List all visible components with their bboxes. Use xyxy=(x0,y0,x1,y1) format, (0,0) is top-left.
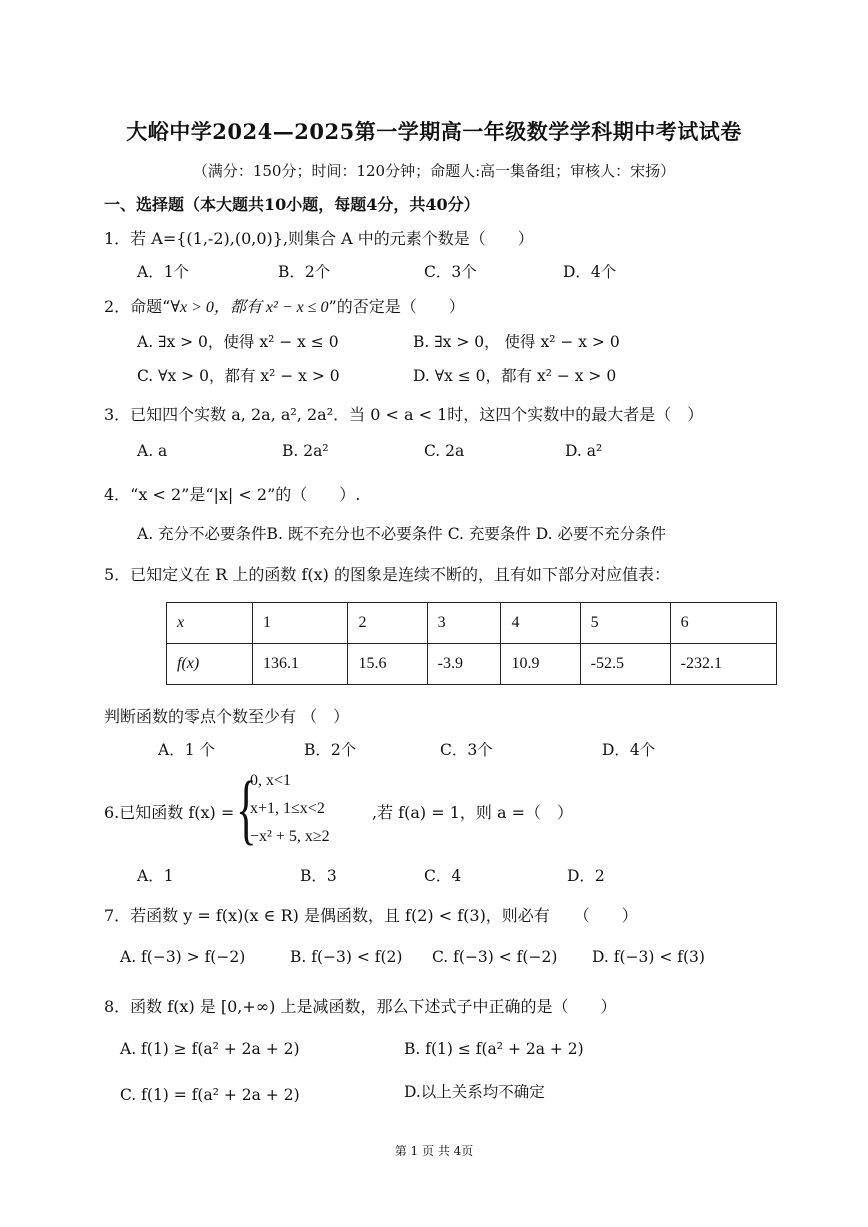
q2-option-d: D. ∀x ≤ 0，都有 x² − x > 0 xyxy=(413,367,617,385)
q6-option-c: C．4 xyxy=(424,867,462,885)
q5-option-d: D．4个 xyxy=(602,741,656,759)
q6-case-1: 0, x<1 xyxy=(250,772,292,789)
q2-stem-post: ”的否定是（ ） xyxy=(328,297,465,316)
table-cell: f(x) xyxy=(167,644,253,685)
table-cell: -3.9 xyxy=(427,644,501,685)
table-row xyxy=(167,644,777,685)
q3-option-b: B. 2a² xyxy=(282,442,329,460)
q5-option-a: A．1 个 xyxy=(158,741,215,759)
q6-option-a: A．1 xyxy=(137,867,174,885)
q4-options: A. 充分不必要条件B. 既不充分也不必要条件 C. 充要条件 D. 必要不充分条件 xyxy=(137,525,667,543)
q6-case-3: −x² + 5, x≥2 xyxy=(250,828,330,845)
q4-stem: 4．“x < 2”是“|x| < 2”的（ ）. xyxy=(104,485,361,504)
table-cell: 15.6 xyxy=(348,644,427,685)
q8-option-d: D.以上关系均不确定 xyxy=(404,1083,545,1101)
exam-subtitle: （满分：150分；时间：120分钟；命题人:高一集备组；审核人：宋扬） xyxy=(192,162,676,180)
q2-option-c: C. ∀x > 0，都有 x² − x > 0 xyxy=(137,367,340,385)
q1-stem: 1．若 A={(1,-2),(0,0)},则集合 A 中的元素个数是（ ） xyxy=(104,229,534,248)
q5-follow: 判断函数的零点个数至少有 （ ） xyxy=(104,707,350,726)
q1-option-c: C．3个 xyxy=(424,263,477,281)
q8-option-a: A. f(1) ≥ f(a² + 2a + 2) xyxy=(120,1040,300,1058)
q3-option-d: D. a² xyxy=(565,442,603,460)
q6-prefix: 6.已知函数 f(x) = xyxy=(104,803,235,822)
table-cell: 1 xyxy=(253,603,348,644)
q1-option-a: A．1个 xyxy=(137,263,190,281)
q2-option-a: A. ∃x > 0，使得 x² − x ≤ 0 xyxy=(137,333,339,351)
q5-option-c: C．3个 xyxy=(440,741,493,759)
table-cell: x xyxy=(167,603,253,644)
q6-option-d: D．2 xyxy=(567,867,605,885)
q8-stem: 8．函数 f(x) 是 [0,+∞) 上是减函数，那么下述式子中正确的是（ ） xyxy=(104,997,617,1016)
table-cell: 2 xyxy=(348,603,427,644)
q2-stem-pre: 2．命题“ xyxy=(104,297,171,316)
q7-option-c: C. f(−3) < f(−2) xyxy=(432,948,558,966)
q1-option-b: B．2个 xyxy=(278,263,331,281)
q7-stem: 7．若函数 y = f(x)(x ∈ R) 是偶函数，且 f(2) < f(3)，则必有 （ ） xyxy=(104,906,638,925)
section-heading: 一、选择题（本大题共10小题，每题4分，共40分） xyxy=(104,195,480,214)
q8-option-b: B. f(1) ≤ f(a² + 2a + 2) xyxy=(404,1040,584,1058)
table-cell: 136.1 xyxy=(253,644,348,685)
q7-option-b: B. f(−3) < f(2) xyxy=(290,948,403,966)
table-cell: -52.5 xyxy=(580,644,670,685)
table-cell: 5 xyxy=(580,603,670,644)
q7-option-a: A. f(−3) > f(−2) xyxy=(120,948,246,966)
q3-stem: 3．已知四个实数 a, 2a, a², 2a²．当 0 < a < 1时，这四个实数中的最大者是（ ） xyxy=(104,405,704,424)
page-footer: 第 1 页 共 4页 xyxy=(394,1144,474,1158)
q5-stem: 5．已知定义在 R 上的函数 f(x) 的图象是连续不断的，且有如下部分对应值表： xyxy=(104,565,671,584)
q1-option-d: D．4个 xyxy=(563,263,617,281)
table-cell: 6 xyxy=(670,603,776,644)
table-cell: -232.1 xyxy=(670,644,776,685)
q6-case-2: x+1, 1≤x<2 xyxy=(250,800,325,817)
q6-suffix: ,若 f(a) = 1，则 a =（ ） xyxy=(372,803,573,822)
value-table xyxy=(166,602,777,685)
q8-option-c: C. f(1) = f(a² + 2a + 2) xyxy=(120,1086,300,1104)
q5-option-b: B．2个 xyxy=(304,741,357,759)
piecewise-brace-icon: { xyxy=(236,765,257,852)
q3-option-c: C. 2a xyxy=(424,442,465,460)
q3-option-a: A. a xyxy=(137,442,168,460)
table-cell: 3 xyxy=(427,603,501,644)
q2-stem-math: ∀x > 0，都有 x² − x ≤ 0 xyxy=(170,299,329,316)
q2-option-b: B. ∃x > 0， 使得 x² − x > 0 xyxy=(413,333,620,351)
table-cell: 4 xyxy=(501,603,580,644)
table-row xyxy=(167,603,777,644)
exam-title: 大峪中学2024—2025第一学期高一年级数学学科期中考试试卷 xyxy=(126,119,742,144)
q2-stem xyxy=(104,294,465,317)
q7-option-d: D. f(−3) < f(3) xyxy=(592,948,705,966)
q6-option-b: B．3 xyxy=(300,867,337,885)
table-cell: 10.9 xyxy=(501,644,580,685)
